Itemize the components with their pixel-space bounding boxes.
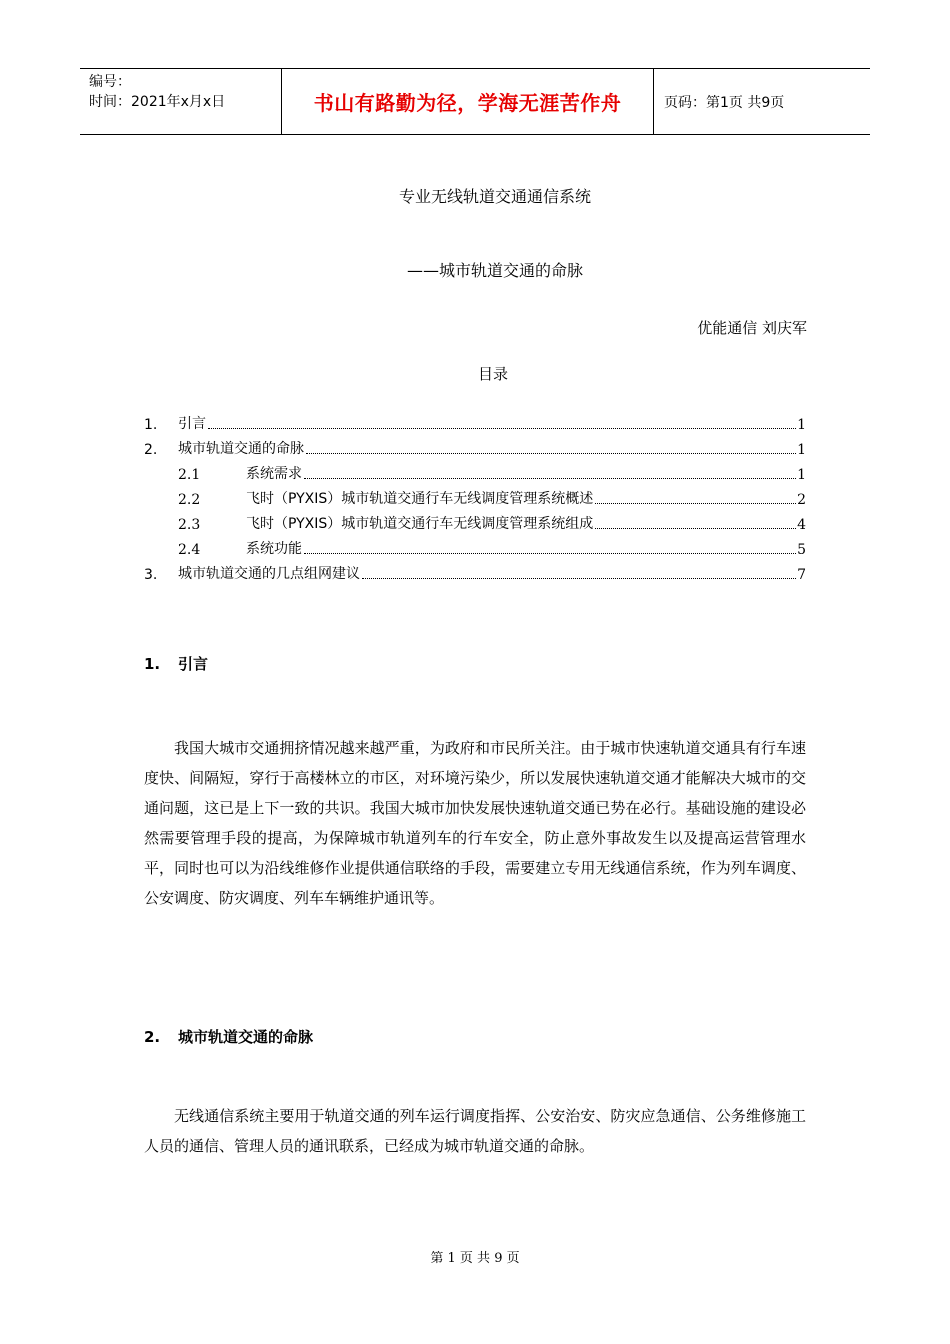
toc-entry-number: 3. xyxy=(144,567,158,583)
toc-entry-number: 2.1 xyxy=(178,467,201,483)
time-label: 时间：2021年x月x日 xyxy=(89,94,226,110)
toc-entry-page: 1 xyxy=(797,417,806,433)
toc-leader-dots xyxy=(595,502,796,504)
toc-entry[interactable] xyxy=(144,458,806,483)
toc-entry[interactable] xyxy=(144,433,806,458)
toc-entry-number: 2. xyxy=(144,442,158,458)
toc-entry[interactable] xyxy=(144,483,806,508)
toc-entry-text: 城市轨道交通的命脉 xyxy=(178,441,304,457)
table-of-contents xyxy=(144,408,806,583)
toc-leader-dots xyxy=(306,452,796,454)
toc-entry-text: 系统功能 xyxy=(246,541,302,557)
toc-entry-text: 引言 xyxy=(178,416,206,432)
toc-leader-dots xyxy=(304,552,796,554)
header-table xyxy=(80,68,870,135)
toc-leader-dots xyxy=(208,427,796,429)
toc-entry-text: 系统需求 xyxy=(246,466,302,482)
section-number: 2. xyxy=(144,1028,161,1046)
toc-entry[interactable] xyxy=(144,508,806,533)
toc-entry-number: 2.4 xyxy=(178,542,201,558)
section-heading xyxy=(144,653,208,674)
toc-entry-page: 2 xyxy=(797,492,806,508)
toc-entry-number: 2.3 xyxy=(178,517,201,533)
toc-title: 目录 xyxy=(477,365,508,383)
toc-entry-page: 4 xyxy=(797,517,806,533)
toc-leader-dots xyxy=(304,477,796,479)
toc-leader-dots xyxy=(595,527,796,529)
section-paragraph: 我国大城市交通拥挤情况越来越严重，为政府和市民所关注。由于城市快速轨道交通具有行车速度快、间隔短，穿行于高楼林立的市区，对环境污染少，所以发展快速轨道交通才能解决大城市的交通问题，这已是上下一致的共识。我国大城市加快发展快速轨道交通已势在必行。基础设施的建设必然需要管理手段的提高，为保障城市轨道列车的行车安全，防止意外事故发生以及提高运营管理水平，同时也可以为沿线维修作业提供通信联络的手段，需要建立专用无线通信系统，作为列车调度、公安调度、防灾调度、列车车辆维护通讯等。 xyxy=(144,739,806,907)
toc-entry-number: 1. xyxy=(144,417,158,433)
toc-entry-number: 2.2 xyxy=(178,492,201,508)
header-motto: 书山有路勤为径，学海无涯苦作舟 xyxy=(281,69,654,134)
toc-entry[interactable] xyxy=(144,533,806,558)
toc-entry-text: 飞时（PYXIS）城市轨道交通行车无线调度管理系统概述 xyxy=(246,491,594,507)
section-paragraph: 无线通信系统主要用于轨道交通的列车运行调度指挥、公安治安、防灾应急通信、公务维修施工人员的通信、管理人员的通讯联系，已经成为城市轨道交通的命脉。 xyxy=(144,1107,806,1155)
header-meta xyxy=(80,69,281,134)
toc-entry-page: 1 xyxy=(797,442,806,458)
toc-leader-dots xyxy=(362,577,796,579)
document-title: 专业无线轨道交通通信系统 xyxy=(398,187,591,206)
toc-entry-text: 城市轨道交通的几点组网建议 xyxy=(178,566,360,582)
toc-entry[interactable] xyxy=(144,558,806,583)
header-page-info: 页码：第1页 共9页 xyxy=(664,94,785,111)
page-footer: 第 1 页 共 9 页 xyxy=(430,1251,520,1266)
toc-entry-page: 7 xyxy=(797,567,806,583)
toc-entry-text: 飞时（PYXIS）城市轨道交通行车无线调度管理系统组成 xyxy=(246,516,594,532)
section-title: 引言 xyxy=(178,655,209,673)
section-number: 1. xyxy=(144,655,161,673)
section-heading xyxy=(144,1026,313,1047)
number-label: 编号： xyxy=(89,74,131,90)
toc-entry-page: 1 xyxy=(797,467,806,483)
section-title: 城市轨道交通的命脉 xyxy=(178,1028,314,1046)
document-subtitle: ——城市轨道交通的命脉 xyxy=(406,261,583,280)
author: 优能通信 刘庆军 xyxy=(697,319,807,337)
toc-entry[interactable] xyxy=(144,408,806,433)
toc-entry-page: 5 xyxy=(797,542,806,558)
